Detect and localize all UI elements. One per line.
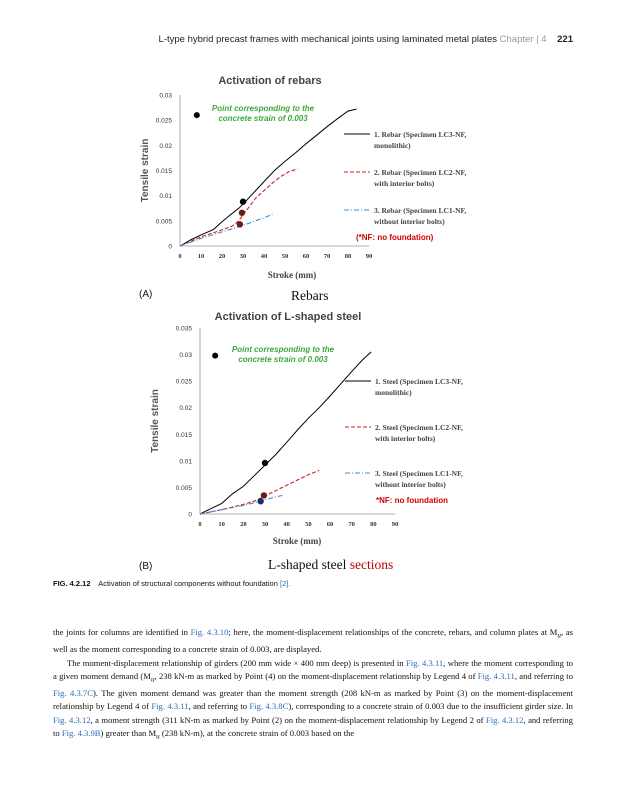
y-tick-label: 0 [188, 511, 192, 519]
figure-caption-label: FIG. 4.2.12 [53, 579, 91, 588]
legend-label-1: 1. Rebar (Specimen LC3-NF, [374, 130, 467, 139]
marker-point-2 [240, 199, 246, 205]
y-tick-label: 0.015 [175, 431, 192, 439]
y-tick-label: 0.02 [179, 405, 192, 413]
x-tick-label: 80 [344, 253, 352, 260]
legend-label-3: 3. Steel (Specimen LC1-NF, [375, 469, 463, 478]
subscript-u: u [156, 733, 160, 741]
figure-reference-link[interactable]: Fig. 4.3.7C [53, 688, 93, 699]
x-tick-label: 50 [281, 253, 289, 260]
y-tick-label: 0.025 [155, 117, 172, 125]
subscript-u: u [150, 675, 155, 684]
figure-caption-reference[interactable]: [2]. [279, 579, 291, 588]
panel-b-caption [268, 557, 393, 573]
series-line-1 [180, 109, 356, 246]
x-tick-label: 40 [283, 521, 290, 528]
series-line-2 [180, 169, 298, 246]
legend-label-2: with interior bolts) [375, 434, 436, 443]
header-chapter-word: Chapter [499, 34, 534, 45]
x-tick-label: 30 [261, 521, 269, 528]
figure-reference-link[interactable]: Fig. 4.3.12 [485, 714, 524, 725]
x-tick-label: 0 [198, 521, 202, 528]
body-paragraph-1: the joints for columns are identified in Fig. 4.3.10; here, the moment-displacement relationships of the concrete, rebars, and column plates at $M_u$, as well as the moment corresponding to a concrete strain of 0.003, are displayed. [53, 627, 573, 655]
figure-reference-link[interactable]: Fig. 4.3.11 [406, 657, 444, 668]
x-tick-label: 20 [240, 521, 247, 528]
legend-label-1: 1. Steel (Specimen LC3-NF, [375, 377, 463, 386]
header-chapter-separator: | [536, 34, 539, 45]
panel-a-label: (A) [139, 289, 153, 300]
panel-a-caption: Rebars [291, 288, 329, 303]
series-line-2 [200, 470, 319, 514]
marker-point-1 [212, 353, 218, 359]
x-tick-label: 90 [391, 521, 399, 528]
chart-activation-of-l-shaped-steel [0, 306, 625, 554]
x-tick-label: 50 [305, 521, 312, 528]
x-tick-label: 10 [197, 253, 205, 260]
panel-b-label: (B) [139, 561, 153, 572]
marker-point-2 [262, 460, 268, 466]
marker-point-3 [239, 210, 245, 216]
x-tick-label: 10 [218, 521, 225, 528]
chart-activation-of-rebars [0, 68, 625, 283]
legend-label-3: 3. Rebar (Specimen LC1-NF, [374, 206, 467, 215]
figure-reference-link[interactable]: Fig. 4.3.12 [53, 714, 91, 725]
y-tick-label: 0 [168, 243, 172, 251]
legend-label-1: monolithic) [374, 141, 411, 150]
figure-caption [53, 579, 290, 588]
figure-reference-link[interactable]: Fig. 4.3.8C [249, 701, 289, 712]
marker-point-3 [261, 492, 267, 498]
y-tick-label: 0.035 [175, 325, 192, 333]
body-paragraph-2: The moment-displacement relationship of girders (200 mm wide × 400 mm deep) is presented in Fig. 4.3.11, where the moment corresponding to a given moment demand ($M_u$, 238 kN-m as marked by Point (4) on the moment-displacement relationship by Legend 4 of Fig. 4.3.11, and referring to Fig. 4.3.7C). The given moment demand was greater than the moment strength (208 kN-m as marked by Point (3) on the moment-displacement relationship by Legend 4 of Fig. 4.3.11, and referring to Fig. 4.3.8C), corresponding to a concrete strain of 0.003 due to the insufficient girder size. In Fig. 4.3.12, a moment strength (311 kN-m as marked by Point (2) on the moment-displacement relationship by Legend 2 of Fig. 4.3.12, and referring to Fig. 4.3.9B) greater than $M_u$ (238 kN-m), at the concrete strain of 0.003 based on the [53, 657, 573, 741]
body-text [53, 626, 573, 744]
x-tick-label: 40 [260, 253, 268, 260]
annotation-line: concrete strain of 0.003 [218, 114, 308, 123]
header-title: L-type hybrid precast frames with mechanical joints using laminated metal plates [158, 34, 497, 45]
x-tick-label: 80 [370, 521, 377, 528]
figure-reference-link[interactable]: Fig. 4.3.11 [151, 701, 189, 712]
marker-point-1 [194, 112, 200, 118]
x-axis-label: Stroke (mm) [272, 536, 322, 546]
y-axis-label: Tensile strain [140, 138, 151, 203]
y-tick-label: 0.01 [159, 193, 172, 201]
figure-reference-link[interactable]: Fig. 4.3.9B [61, 728, 101, 739]
annotation-line: Point corresponding to the [231, 345, 335, 354]
panel-b-caption-red: sections [349, 557, 394, 572]
chart-title: Activation of rebars [218, 75, 322, 87]
y-tick-label: 0.025 [175, 378, 192, 386]
x-tick-label: 70 [348, 521, 355, 528]
series-line-3 [180, 214, 272, 246]
x-tick-label: 30 [239, 253, 247, 260]
annotation-line: Point corresponding to the [211, 104, 315, 113]
y-tick-label: 0.005 [155, 218, 172, 226]
legend-label-3: without interior bolts) [375, 480, 446, 489]
marker-point-4 [237, 221, 243, 227]
x-axis-label: Stroke (mm) [267, 270, 317, 280]
header-chapter-number: 4 [541, 34, 547, 45]
y-tick-label: 0.03 [159, 92, 172, 100]
y-axis-label: Tensile strain [150, 389, 161, 453]
foundation-note: *NF: no foundation [376, 496, 448, 505]
figure-reference-link[interactable]: Fig. 4.3.10 [190, 627, 229, 637]
x-tick-label: 20 [218, 253, 226, 260]
figure-reference-link[interactable]: Fig. 4.3.11 [477, 670, 515, 681]
page-number: 221 [557, 34, 573, 45]
running-header [159, 34, 573, 45]
legend-label-3: without interior bolts) [374, 217, 445, 226]
series-line-1 [200, 352, 371, 514]
x-tick-label: 70 [323, 253, 331, 260]
y-tick-label: 0.02 [159, 142, 172, 150]
y-tick-label: 0.01 [179, 458, 192, 466]
legend-label-1: monolithic) [375, 388, 412, 397]
y-tick-label: 0.015 [155, 168, 172, 175]
figure-caption-text: Activation of structural components without foundation [98, 579, 278, 588]
chart-title: Activation of L-shaped steel [214, 311, 362, 323]
x-tick-label: 0 [178, 253, 182, 260]
panel-b-caption-main: L-shaped steel [268, 557, 347, 572]
foundation-note: (*NF: no foundation) [356, 233, 434, 242]
legend-label-2: 2. Rebar (Specimen LC2-NF, [374, 168, 467, 177]
subscript-u: u [557, 631, 561, 640]
x-tick-label: 60 [302, 253, 310, 260]
y-tick-label: 0.005 [175, 484, 192, 492]
annotation-line: concrete strain of 0.003 [238, 355, 328, 364]
marker-point-4 [257, 498, 263, 504]
x-tick-label: 60 [326, 521, 334, 528]
y-tick-label: 0.03 [179, 352, 192, 360]
legend-label-2: with interior bolts) [374, 179, 435, 188]
legend-label-2: 2. Steel (Specimen LC2-NF, [375, 423, 463, 432]
x-tick-label: 90 [365, 253, 373, 260]
